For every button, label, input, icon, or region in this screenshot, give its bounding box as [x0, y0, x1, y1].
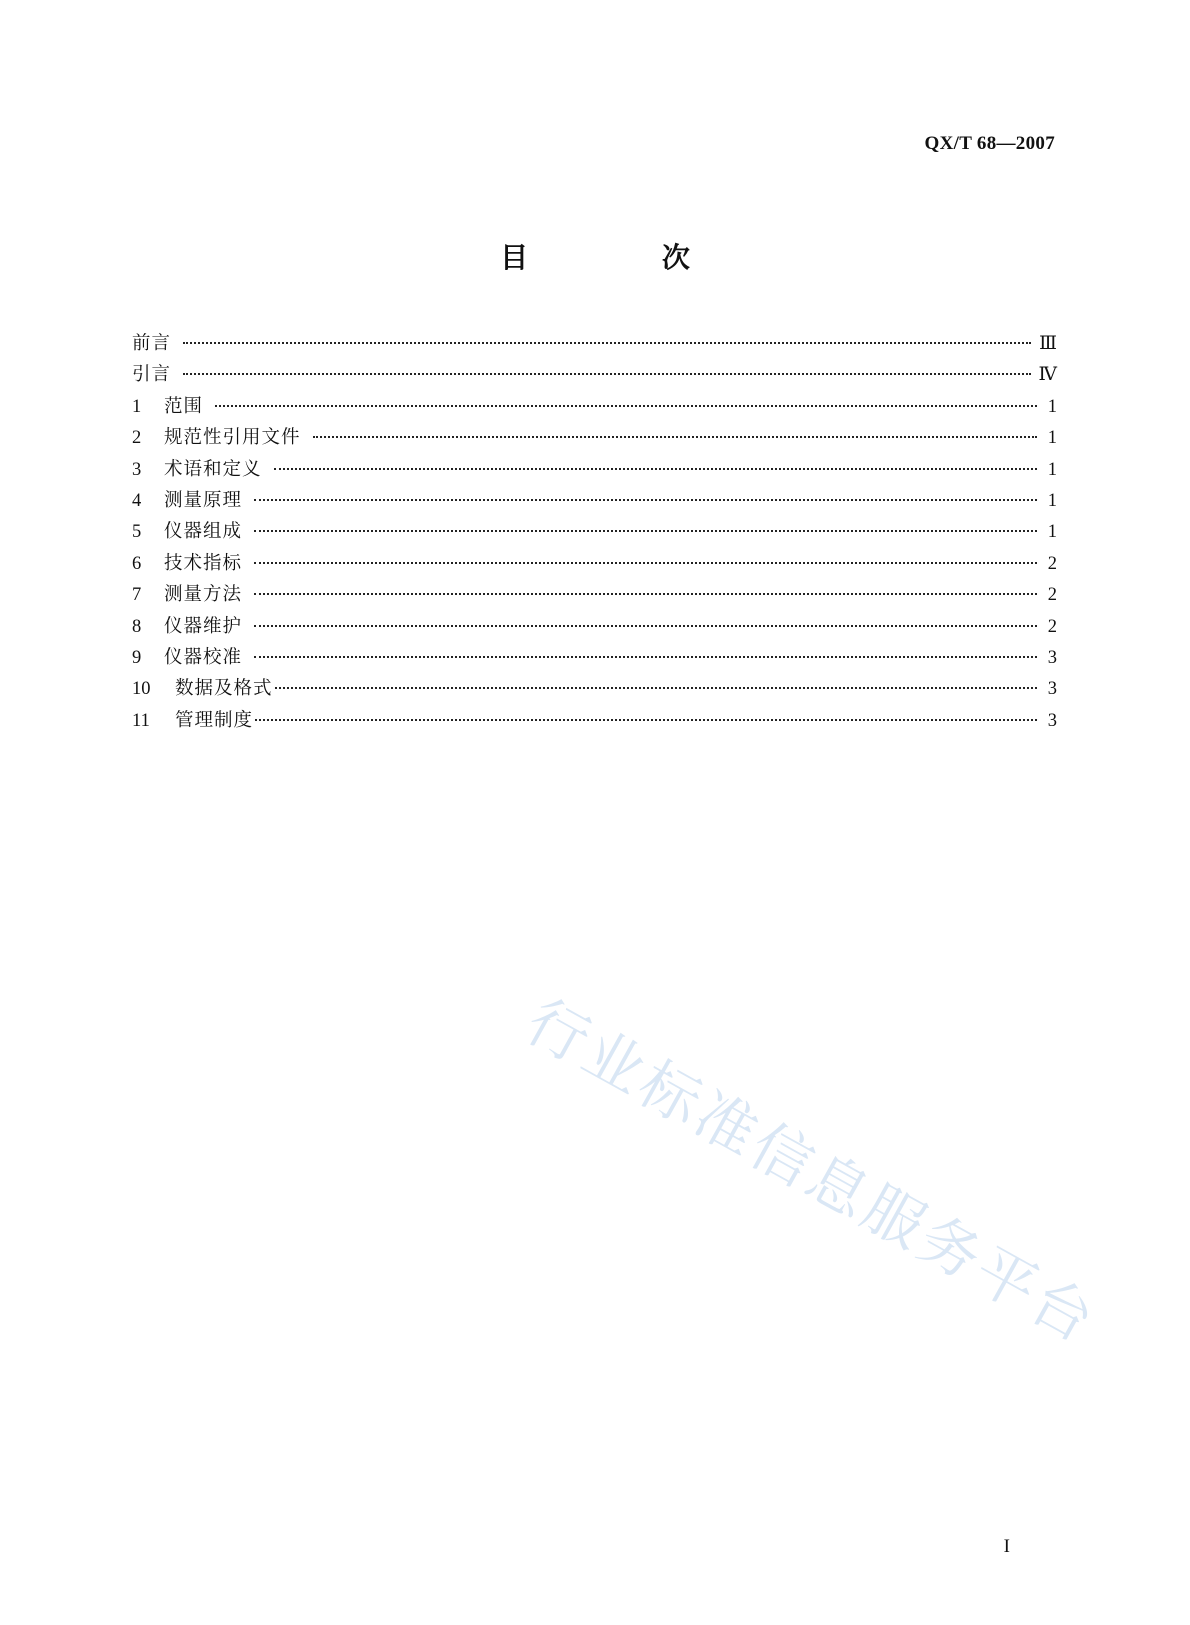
toc-entry-page: 1 — [1047, 459, 1057, 480]
page-number: I — [1003, 1536, 1010, 1557]
dot-leader — [254, 562, 1037, 564]
toc-title: 目 次 — [500, 241, 752, 274]
dot-leader — [275, 687, 1037, 689]
toc-entry-page: 2 — [1047, 616, 1057, 637]
dot-leader — [254, 656, 1037, 658]
standard-code: QX/T 68—2007 — [924, 133, 1055, 154]
toc-entry-number: 9 — [132, 647, 142, 668]
toc-entry-number: 5 — [132, 522, 142, 543]
toc-entry-page: Ⅳ — [1038, 365, 1057, 386]
dot-leader — [183, 342, 1031, 344]
toc-entry-page: 3 — [1047, 647, 1057, 668]
toc-entry-number: 6 — [132, 553, 142, 574]
toc-entry-page: 1 — [1047, 522, 1057, 543]
toc-entry-label: 引言 — [132, 364, 172, 386]
toc-entry-introduction[interactable] — [132, 359, 1057, 390]
toc-entry-page: 3 — [1047, 710, 1057, 731]
toc-entry-page: 2 — [1047, 553, 1057, 574]
dot-leader — [274, 468, 1037, 470]
toc-entry-label: 技术指标 — [164, 552, 243, 574]
dot-leader — [254, 593, 1037, 595]
toc-entry-number: 11 — [132, 710, 150, 731]
toc-entry-number: 1 — [132, 396, 142, 417]
toc-entry-label: 测量原理 — [164, 489, 243, 511]
toc-entry-3[interactable] — [132, 454, 1057, 485]
toc-entry-5[interactable] — [132, 516, 1057, 547]
dot-leader — [255, 719, 1037, 721]
dot-leader — [254, 499, 1037, 501]
toc-entry-8[interactable] — [132, 611, 1057, 642]
toc-entry-number: 4 — [132, 490, 142, 511]
dot-leader — [254, 625, 1037, 627]
toc-entry-label: 规范性引用文件 — [164, 427, 301, 449]
toc-entry-number: 7 — [132, 585, 142, 606]
toc-entry-7[interactable] — [132, 579, 1057, 610]
dot-leader — [183, 373, 1031, 375]
toc-entry-1[interactable] — [132, 391, 1057, 422]
toc-entry-page: 1 — [1047, 490, 1057, 511]
toc-entry-label: 仪器校准 — [164, 646, 243, 668]
toc-entry-page: 2 — [1047, 585, 1057, 606]
toc-entry-number: 10 — [132, 679, 151, 700]
table-of-contents — [132, 328, 1057, 736]
toc-entry-number: 2 — [132, 428, 142, 449]
watermark: 行业标准信息服务平台 — [514, 986, 1109, 1358]
dot-leader — [254, 530, 1037, 532]
toc-entry-page: 1 — [1047, 396, 1057, 417]
toc-entry-label: 术语和定义 — [164, 458, 262, 480]
dot-leader — [215, 405, 1037, 407]
toc-entry-9[interactable] — [132, 642, 1057, 673]
toc-entry-number: 3 — [132, 459, 142, 480]
toc-entry-page: Ⅲ — [1039, 334, 1057, 354]
toc-entry-label: 数据及格式 — [175, 678, 273, 700]
dot-leader — [313, 436, 1037, 438]
toc-entry-6[interactable] — [132, 548, 1057, 579]
toc-entry-label: 管理制度 — [175, 709, 254, 731]
toc-entry-2[interactable] — [132, 422, 1057, 453]
toc-entry-11[interactable] — [132, 705, 1057, 736]
toc-entry-number: 8 — [132, 616, 142, 637]
toc-entry-label: 仪器组成 — [164, 521, 243, 543]
toc-entry-page: 1 — [1047, 428, 1057, 449]
toc-entry-foreword[interactable] — [132, 328, 1057, 359]
toc-entry-page: 3 — [1047, 679, 1057, 700]
toc-entry-10[interactable] — [132, 673, 1057, 704]
toc-entry-label: 测量方法 — [164, 584, 243, 606]
toc-entry-4[interactable] — [132, 485, 1057, 516]
toc-entry-label: 范围 — [164, 395, 204, 417]
toc-entry-label: 仪器维护 — [164, 615, 243, 637]
toc-entry-label: 前言 — [132, 333, 172, 354]
